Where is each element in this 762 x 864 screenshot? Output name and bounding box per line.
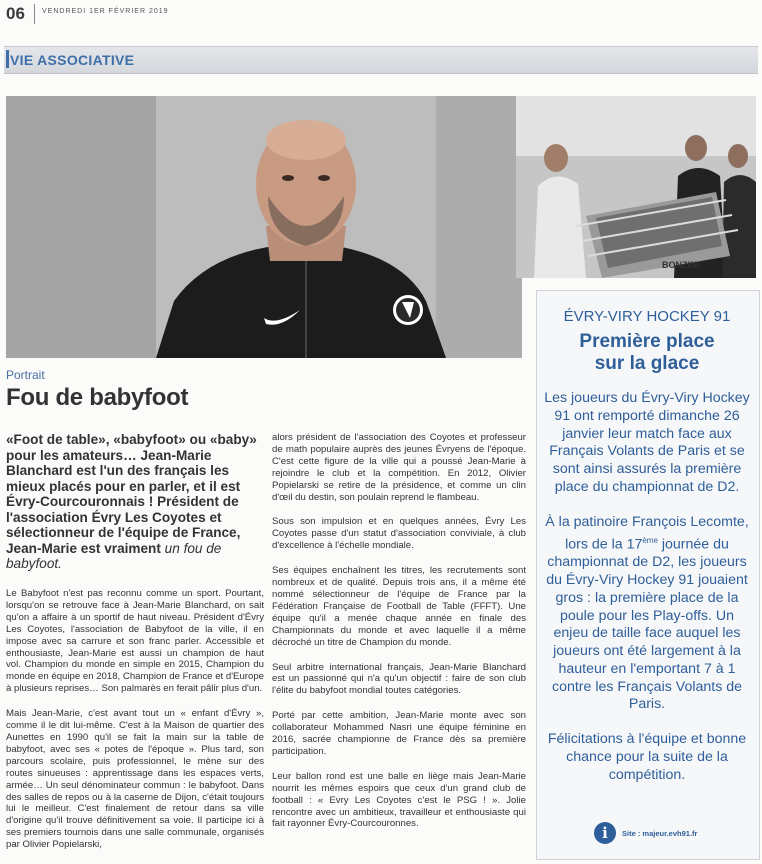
babyfoot-photo [516, 96, 756, 278]
article-headline: Fou de babyfoot [6, 384, 189, 411]
article-column-1 [6, 588, 264, 864]
sidebar-title [536, 331, 758, 375]
sidebar-paragraph: Félicitations à l'équipe et bonne chance pour la suite de la compétition. [547, 731, 747, 783]
portrait-photo-drawing [6, 96, 522, 358]
babyfoot-photo-drawing [516, 96, 756, 278]
portrait-photo [6, 96, 522, 358]
sidebar-site-link[interactable]: Site : majeur.evh91.fr [622, 829, 698, 838]
sidebar-kicker: ÉVRY-VIRY HOCKEY 91 [563, 308, 731, 325]
info-icon: i [594, 822, 616, 844]
issue-date: VENDREDI 1ER FÉVRIER 2019 [42, 8, 169, 15]
sidebar-body [544, 390, 750, 802]
article-lead [6, 432, 264, 572]
header-divider [34, 4, 35, 24]
page-number: 06 [6, 4, 25, 23]
sidebar-text: À la patinoire François Lecomte, lors de la 17 [545, 513, 749, 553]
article-kicker: Portrait [6, 368, 45, 382]
table-brand: BONZINI [662, 260, 699, 270]
section-title: VIE ASSOCIATIVE [10, 52, 135, 68]
paragraph: Le Babyfoot n'est pas reconnu comme un sport. Pourtant, lorsqu'on se retrouve face à Jean-Marie Blanchard, on sait qu'on a affaire à un sportif de haut niveau. Président d'Évry Les Coyotes, l'association de Babyfoot de la ville, il en impose avec sa carrure et son franc parler. Accessible et enthousiaste, Jean-Marie est aussi un champion de haut vol. Champion du monde en simple en 2015, Champion du monde en équipe en 2018, Champion de France et d'Europe à plusieurs reprises… Son palmarès en ferait pâlir plus d'un. [6, 588, 264, 695]
section-accent [6, 50, 9, 68]
sidebar-text: journée du championnat de D2, les joueurs du Évry-Viry Hockey 91 jouaient gros : la première place de la poule pour les Play-offs. Un enjeu de taille face auquel les joueurs ont été largement à la hauteur en l'emportant 7 à 1 contre les Français Volants de Paris. [546, 536, 748, 713]
paragraph: Seul arbitre international français, Jean-Marie Blanchard est un passionné qui n'a qu'un objectif : faire de son club l'élite du babyfoot mondial toutes catégories. [272, 661, 526, 697]
sidebar-title-line-1: Première place [579, 331, 715, 352]
paragraph: Leur ballon rond est une balle en liège mais Jean-Marie nourrit les mêmes espoirs que ceux d'un grand club de football : « Evry Les Coyotes c'est le PSG ! ». Jolie rencontre avec un ambitieux, travailleur et enthousiaste qui fait rayonner Évry-Courcouronnes. [272, 770, 526, 830]
paragraph: alors président de l'association des Coyotes et professeur de math populaire auprès des jeunes Évryens de l'époque. C'est cette figure de la ville qui a poussé Jean-Marie à rejoindre le club et la compétition. En 2012, Olivier Popielarski se retire de la présidence, et comme un clin d'œil du destin, son poulain reprend le flambeau. [272, 432, 526, 503]
lead-text: «Foot de table», «babyfoot» ou «baby» pour les amateurs… Jean-Marie Blanchard est l'un des français les mieux placés pour en parler, et il est Évry-Courcouronnais ! Président de l'association Évry Les Coyotes et sélectionneur de l'équipe de France, Jean-Marie est vraiment [6, 432, 257, 556]
paragraph: Mais Jean-Marie, c'est avant tout un « enfant d'Évry », comme il le dit lui-même. C'est à la Maison de quartier des Aunettes en 1990 qu'il se fait la main sur la table de babyfoot, avec ses « potes de l'époque ». Plus tard, son parcours scolaire, puis professionnel, le mène sur des routes sinueuses : apprentissage dans les espaces verts, armée… Un seul dénominateur commun : le babyfoot. Dans des salles de repos ou à la caserne de Dijon, c'était toujours lui le meilleur. C'est finalement de retour dans sa ville d'origine qu'il trouve définitivement sa voie. Il participe ici à ses premiers tournois dans une salle communale, organisés par Olivier Popielarski, [6, 708, 264, 851]
paragraph: Sous son impulsion et en quelques années, Évry Les Coyotes passe d'un statut d'association conviviale, à club d'excellence à l'échelle mondiale. [272, 516, 526, 552]
ordinal-suffix: ème [642, 535, 658, 545]
paragraph: Ses équipes enchaînent les titres, les recrutements sont nombreux et de qualité. Depuis trois ans, il a même été nommé sélectionneur de l'équipe de France par la Fédération Française de Football de Table (FFFT). Une équipe qu'il a menée chaque année en finale des Championnats du monde et avec laquelle il a même décroché un titre de Champion du monde. [272, 565, 526, 648]
lead-emphasis: un fou de babyfoot. [6, 540, 222, 571]
sidebar-paragraph [544, 514, 750, 715]
article-column-2 [272, 432, 526, 843]
sidebar-title-line-2: sur la glace [594, 353, 700, 374]
paragraph: Porté par cette ambition, Jean-Marie monte avec son collaborateur Mohammed Nasri une équipe féminine en 2016, sacrée championne de France dès sa première participation. [272, 710, 526, 757]
sidebar-paragraph: Les joueurs du Évry-Viry Hockey 91 ont remporté dimanche 26 janvier leur match face aux Français Volants de Paris et se sont ainsi assurés la première place du championnat de D2. [544, 390, 750, 495]
